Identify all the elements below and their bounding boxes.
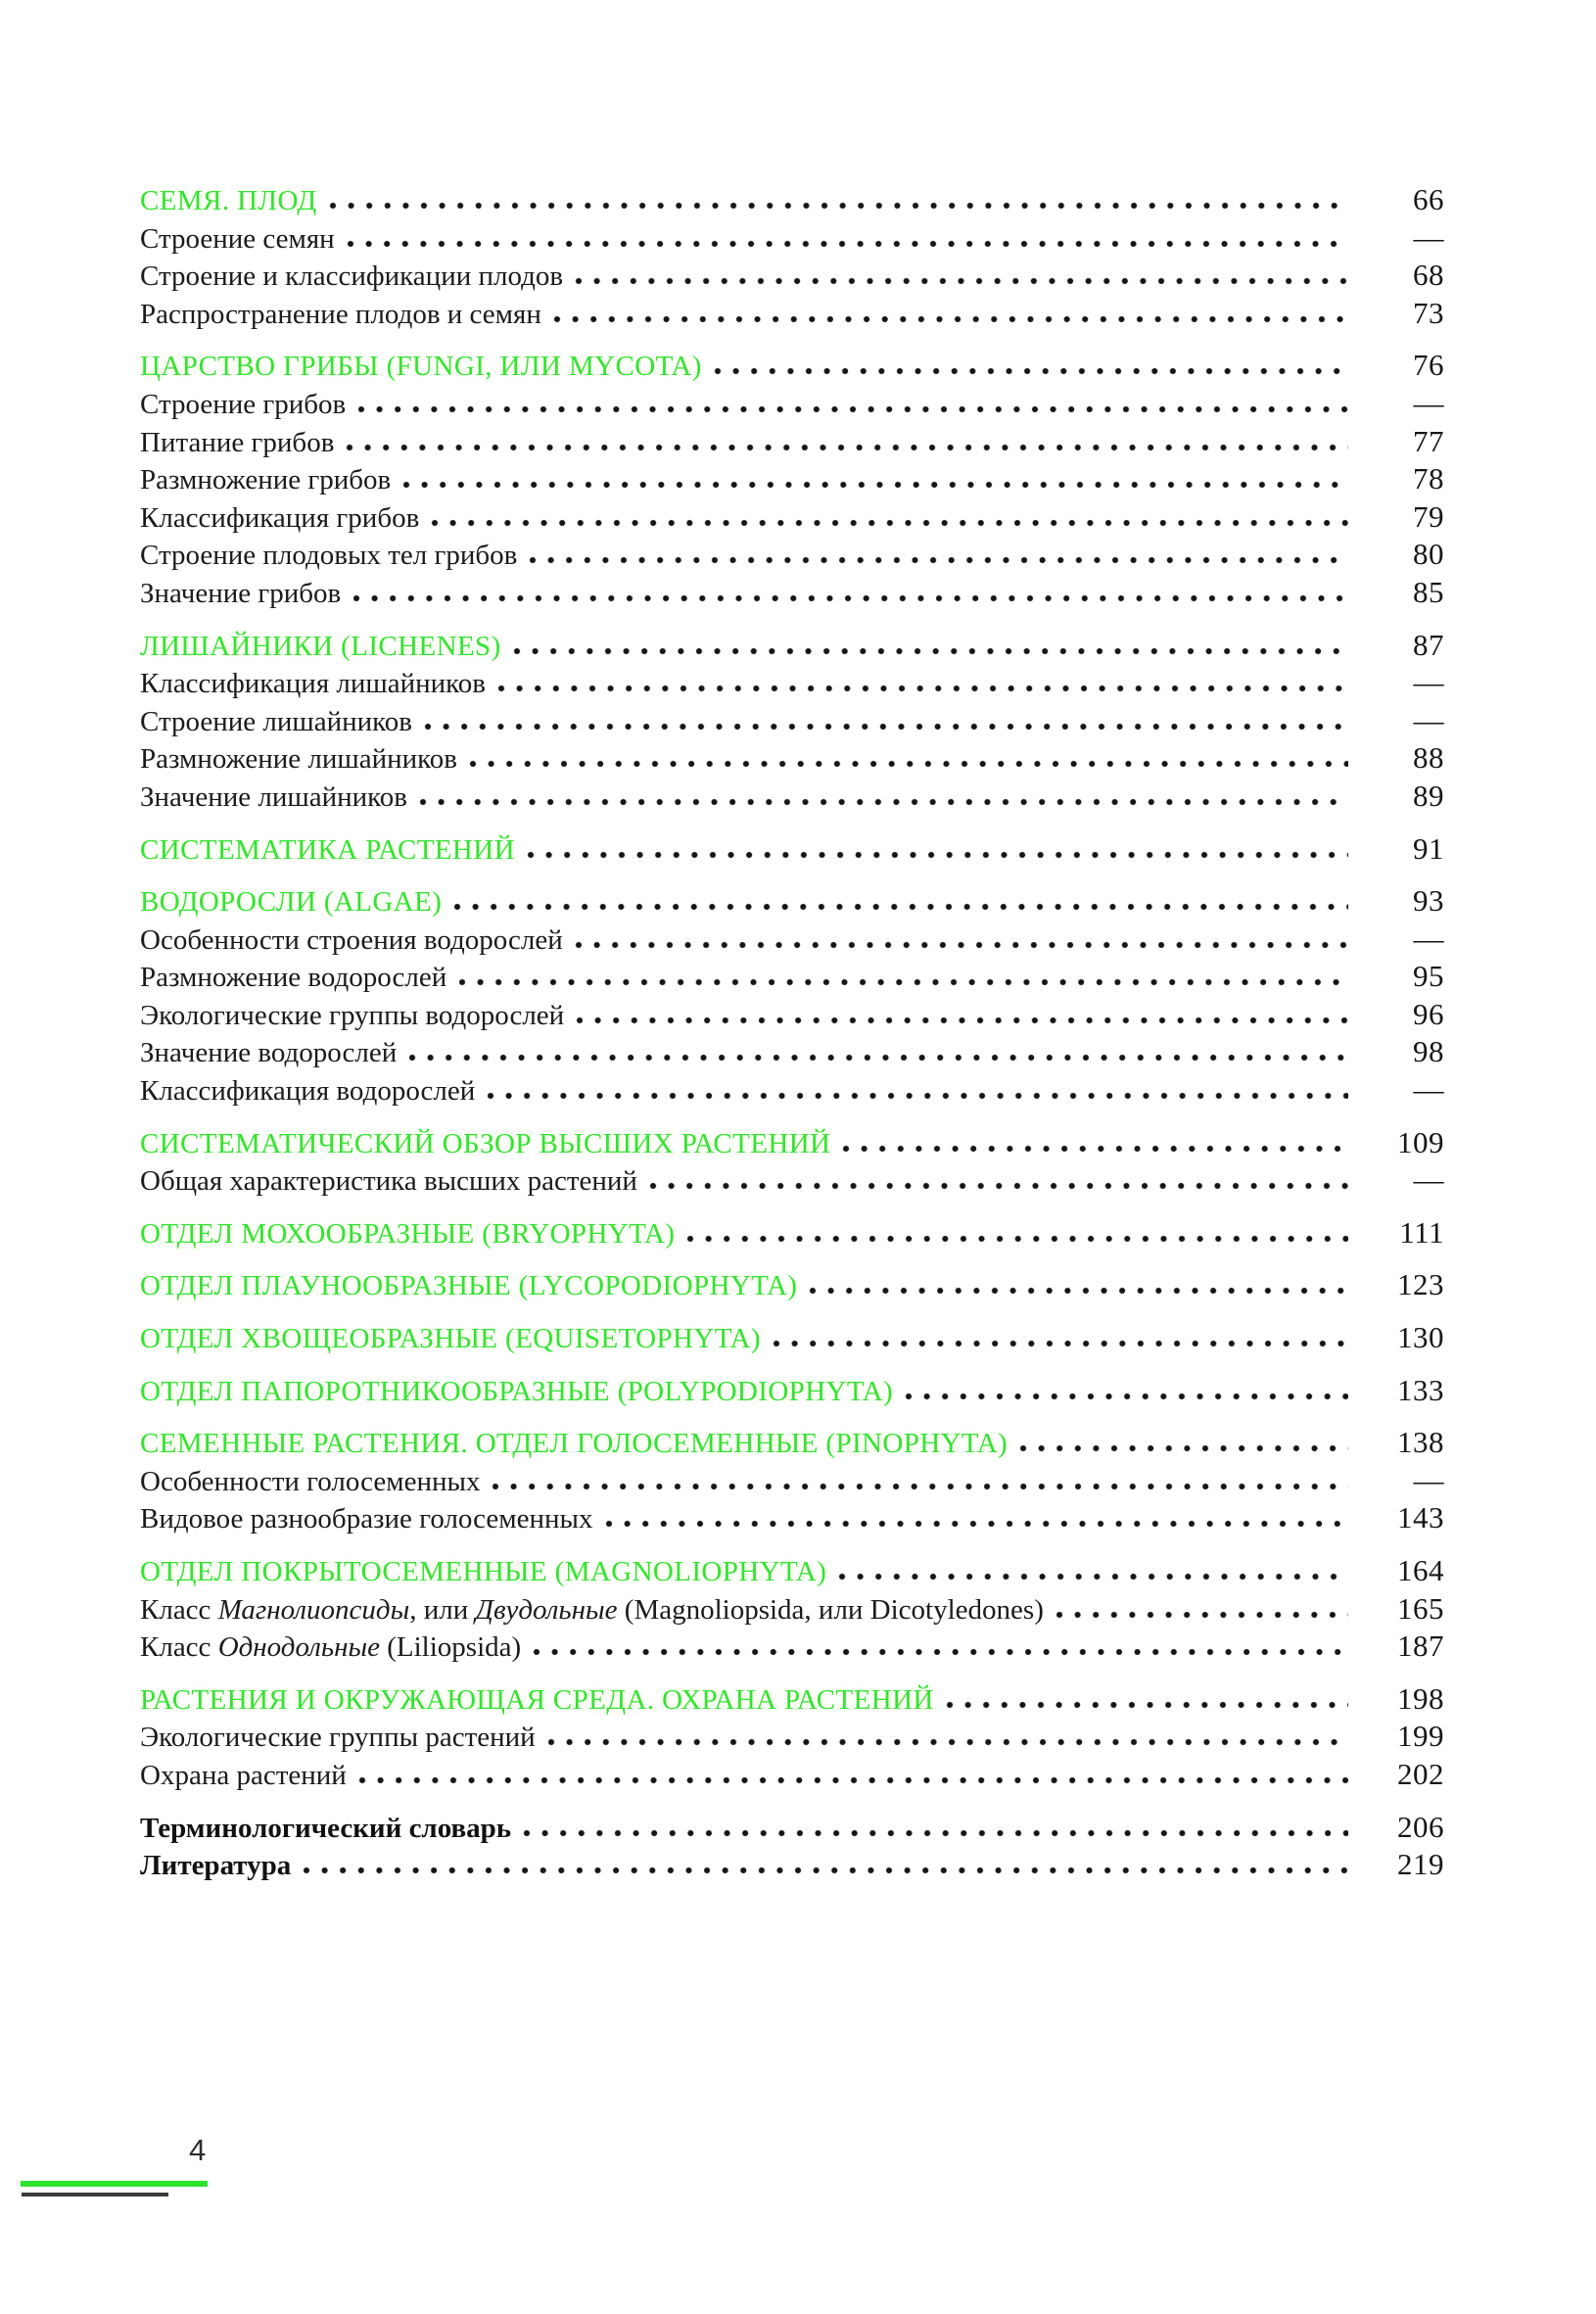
page-ref: 73	[1413, 295, 1444, 330]
toc-entry	[140, 574, 1444, 612]
toc-entry	[140, 385, 1444, 423]
toc-entry-label: Терминологический словарь	[140, 1812, 512, 1844]
toc-heading-label: РАСТЕНИЯ И ОКРУЖАЮЩАЯ СРЕДА. ОХРАНА РАСТЕНИЙ	[140, 1683, 934, 1716]
page-ref: 79	[1413, 498, 1444, 534]
toc-entry-label: Общая характеристика высших растений	[140, 1165, 637, 1198]
toc-heading-label: ОТДЕЛ МОХООБРАЗНЫЕ (BRYOPHYTA)	[140, 1217, 676, 1250]
class-word: Класс	[140, 1593, 218, 1626]
toc-entry	[140, 1846, 1444, 1884]
page-ref: 111	[1399, 1214, 1444, 1250]
dot-leader	[773, 1340, 1348, 1347]
page-ref: 133	[1397, 1372, 1444, 1407]
toc-heading-label: СИСТЕМАТИКА РАСТЕНИЙ	[140, 833, 515, 866]
page-ref: 88	[1413, 740, 1444, 776]
toc-entry	[140, 460, 1444, 498]
class-word: Класс	[140, 1631, 218, 1664]
dot-leader	[408, 1054, 1348, 1062]
dot-leader	[453, 903, 1348, 911]
page-ref: 89	[1413, 778, 1444, 813]
taxon-name-italic: Двудольные	[475, 1593, 618, 1626]
page-ref: 95	[1413, 959, 1444, 994]
dot-leader	[649, 1182, 1348, 1190]
page-ref: 77	[1413, 423, 1444, 458]
toc-entry	[140, 778, 1444, 816]
toc-entry-label: Значение грибов	[140, 577, 342, 609]
page-ref: 96	[1413, 996, 1444, 1031]
toc-entry-label	[140, 1591, 1044, 1629]
toc-section-heading	[140, 347, 1444, 385]
toc-entry-label: Значение лишайников	[140, 780, 407, 813]
toc-entry	[140, 1756, 1444, 1794]
toc-entry	[140, 1161, 1444, 1200]
dot-leader	[553, 315, 1348, 323]
dot-leader	[419, 798, 1348, 806]
page-ref: 76	[1413, 348, 1444, 383]
dot-leader	[575, 277, 1348, 285]
page-ref: —	[1413, 665, 1444, 700]
dot-leader	[487, 1092, 1348, 1100]
dot-leader	[1019, 1444, 1348, 1452]
dot-leader	[357, 405, 1348, 413]
toc-entry-label: Строение лишайников	[140, 705, 412, 737]
toc-entry-label: Строение и классификации плодов	[140, 260, 564, 293]
toc-heading-label: ЛИШАЙНИКИ (LICHENES)	[140, 630, 501, 662]
page-ref: 66	[1413, 182, 1444, 216]
toc-heading-label: ОТДЕЛ ПОКРЫТОСЕМЕННЫЕ (MAGNOLIOPHYTA)	[140, 1556, 827, 1587]
toc-entry-label: Размножение лишайников	[140, 743, 457, 776]
dot-leader	[605, 1520, 1349, 1528]
toc-entry-label: Размножение грибов	[140, 464, 392, 496]
toc-section-heading	[140, 882, 1444, 921]
toc-entry-label: Видовое разнообразие голосеменных	[140, 1503, 593, 1535]
toc-heading-label: ВОДОРОСЛИ (ALGAE)	[140, 886, 443, 919]
toc-heading-label: ОТДЕЛ ХВОЩЕОБРАЗНЫЕ (EQUISETOPHYTA)	[140, 1323, 761, 1355]
dot-leader	[424, 723, 1348, 731]
toc-section-heading	[140, 1214, 1444, 1252]
page-ref: 98	[1413, 1034, 1444, 1069]
page-ref: —	[1413, 1162, 1444, 1198]
toc-entry	[140, 219, 1444, 258]
toc-entry-label: Экологические группы водорослей	[140, 999, 565, 1031]
toc-entry-label: Особенности голосеменных	[140, 1465, 481, 1497]
dot-leader	[352, 594, 1348, 602]
dot-leader	[431, 519, 1348, 527]
toc-section-heading	[140, 1680, 1444, 1719]
page-ref: 165	[1397, 1590, 1444, 1626]
toc-entry-label: Строение семян	[140, 222, 335, 255]
dot-leader	[1056, 1611, 1348, 1619]
page-ref: 164	[1397, 1553, 1444, 1587]
dot-leader	[402, 481, 1348, 489]
dot-leader	[533, 1648, 1348, 1656]
toc-heading-label: ЦАРСТВО ГРИБЫ (FUNGI, ИЛИ MYCOTA)	[140, 351, 702, 383]
dot-leader	[492, 1483, 1348, 1490]
toc-section-heading	[140, 830, 1444, 869]
dot-leader	[527, 851, 1348, 859]
dot-leader	[809, 1287, 1348, 1295]
toc-entry	[140, 921, 1444, 959]
toc-entry-label: Строение плодовых тел грибов	[140, 540, 518, 572]
dot-leader	[686, 1235, 1348, 1243]
footer-rule-dark	[22, 2193, 168, 2196]
toc-entry	[140, 996, 1444, 1034]
page-ref: 78	[1413, 461, 1444, 496]
page-ref: —	[1413, 219, 1444, 255]
toc-entry-label: Питание грибов	[140, 426, 335, 458]
toc-entry-label: Строение грибов	[140, 388, 347, 420]
toc-entry	[140, 536, 1444, 574]
page-ref: 109	[1397, 1124, 1444, 1159]
dot-leader	[469, 760, 1348, 768]
toc-entry	[140, 1628, 1444, 1666]
dot-leader	[497, 685, 1348, 692]
page-ref: 68	[1413, 258, 1444, 293]
page-ref: —	[1413, 921, 1444, 956]
page-ref: —	[1413, 702, 1444, 737]
toc-entry-label: Классификация лишайников	[140, 668, 486, 700]
dot-leader	[347, 240, 1348, 248]
dot-leader	[513, 647, 1348, 655]
page-ref: 138	[1397, 1425, 1444, 1460]
toc-entry	[140, 498, 1444, 537]
toc-entry	[140, 1071, 1444, 1110]
latin-name: (Liliopsida)	[380, 1631, 522, 1664]
toc-entry-label	[140, 1629, 521, 1667]
toc-entry	[140, 1718, 1444, 1756]
dot-leader	[303, 1866, 1348, 1874]
toc-entry-label: Особенности строения водорослей	[140, 923, 563, 956]
toc-section-heading	[140, 1319, 1444, 1357]
page-ref: 143	[1397, 1500, 1444, 1535]
page-ref: 206	[1397, 1809, 1444, 1844]
page-ref: 93	[1413, 883, 1444, 919]
taxon-name-italic: Магнолиопсиды	[217, 1593, 410, 1626]
toc-entry-label: Размножение водорослей	[140, 962, 447, 994]
page-ref: 123	[1397, 1267, 1444, 1302]
toc-heading-label: СЕМЕННЫЕ РАСТЕНИЯ. ОТДЕЛ ГОЛОСЕМЕННЫЕ (PINOPHYTA)	[140, 1428, 1009, 1460]
toc-section-heading	[140, 627, 1444, 665]
toc-entry-label: Литература	[140, 1850, 292, 1882]
toc-entry	[140, 702, 1444, 740]
latin-name: (Magnoliopsida, или Dicotyledones)	[617, 1593, 1044, 1626]
toc-entry	[140, 1462, 1444, 1500]
toc-entry	[140, 1590, 1444, 1629]
page-ref: 130	[1397, 1320, 1444, 1355]
page-ref: 202	[1397, 1756, 1444, 1791]
page-ref: 219	[1397, 1847, 1444, 1882]
toc-entry	[140, 664, 1444, 702]
toc-heading-label: СЕМЯ. ПЛОД	[140, 185, 317, 216]
toc	[140, 181, 1444, 1884]
page-ref: —	[1413, 1072, 1444, 1108]
page-ref: 87	[1413, 627, 1444, 662]
connector-text: , или	[409, 1593, 476, 1626]
toc-heading-label: ОТДЕЛ ПАПОРОТНИКООБРАЗНЫЕ (POLYPODIOPHYTA)	[140, 1375, 894, 1407]
toc-entry-label: Значение водорослей	[140, 1037, 398, 1069]
toc-entry	[140, 423, 1444, 461]
dot-leader	[346, 444, 1348, 451]
toc-entry-label: Распространение плодов и семян	[140, 298, 541, 330]
dot-leader	[576, 1016, 1348, 1024]
toc-entry	[140, 1809, 1444, 1847]
toc-entry	[140, 739, 1444, 778]
toc-section-heading	[140, 1266, 1444, 1304]
page-ref: 199	[1397, 1719, 1444, 1754]
toc-heading-label: СИСТЕМАТИЧЕСКИЙ ОБЗОР ВЫСШИХ РАСТЕНИЙ	[140, 1127, 831, 1159]
toc-entry-label: Классификация водорослей	[140, 1075, 476, 1108]
footer-rule-green	[21, 2181, 208, 2187]
toc-section-heading	[140, 1372, 1444, 1410]
toc-entry-label: Охрана растений	[140, 1759, 347, 1791]
page-ref: —	[1413, 385, 1444, 420]
page-ref: 198	[1397, 1680, 1444, 1716]
dot-leader	[714, 367, 1348, 375]
toc-entry	[140, 958, 1444, 996]
toc-entry	[140, 295, 1444, 333]
dot-leader	[905, 1393, 1348, 1400]
page-ref: —	[1413, 1462, 1444, 1497]
dot-leader	[358, 1776, 1348, 1784]
page-ref: 187	[1397, 1629, 1444, 1664]
dot-leader	[838, 1573, 1348, 1581]
dot-leader	[329, 202, 1348, 210]
toc-section-heading	[140, 1124, 1444, 1162]
dot-leader	[458, 978, 1348, 986]
toc-entry-label: Экологические группы растений	[140, 1722, 536, 1754]
toc-section-heading	[140, 1424, 1444, 1462]
dot-leader	[946, 1701, 1348, 1709]
page-ref: 80	[1413, 537, 1444, 572]
taxon-name-italic: Однодольные	[217, 1631, 380, 1664]
dot-leader	[575, 941, 1348, 949]
page-ref: 85	[1413, 574, 1444, 609]
toc-entry	[140, 1033, 1444, 1071]
toc-entry	[140, 1499, 1444, 1537]
footer-page-number: 4	[189, 2133, 207, 2167]
page-ref: 91	[1413, 830, 1444, 866]
dot-leader	[523, 1829, 1348, 1837]
dot-leader	[529, 556, 1348, 564]
toc-entry-label: Классификация грибов	[140, 501, 420, 534]
toc-section-heading	[140, 181, 1444, 219]
toc-section-heading	[140, 1552, 1444, 1590]
toc-heading-label: ОТДЕЛ ПЛАУНООБРАЗНЫЕ (LYCOPODIOPHYTA)	[140, 1270, 798, 1302]
toc-entry	[140, 257, 1444, 295]
dot-leader	[547, 1738, 1348, 1746]
dot-leader	[842, 1145, 1348, 1153]
